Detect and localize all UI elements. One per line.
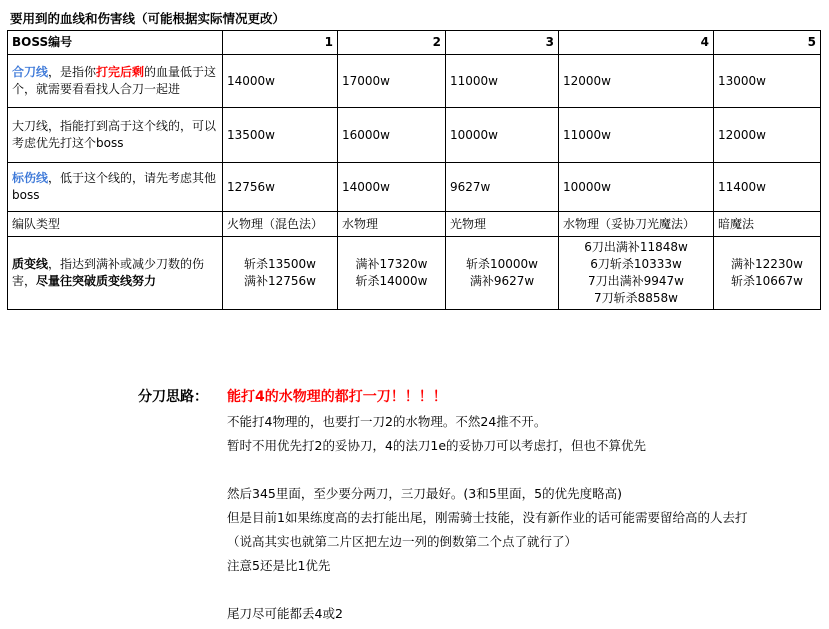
quality-value-cell[interactable]: [714, 237, 821, 310]
quality-line-term: 质变线: [12, 257, 49, 271]
mark-line-term: 标伤线: [12, 171, 49, 185]
he-line-desc-a: ，是指你: [48, 65, 97, 79]
value-cell[interactable]: 13500w: [223, 108, 338, 163]
quality-value-cell[interactable]: [446, 237, 559, 310]
value-cell[interactable]: 11000w: [446, 55, 559, 108]
big-line-row: [8, 108, 821, 163]
value-cell[interactable]: 11400w: [714, 163, 821, 212]
sheet-title: 要用到的血线和伤害线（可能根据实际情况更改）: [10, 11, 286, 26]
team-type-cell[interactable]: 火物理（混色法）: [223, 212, 338, 237]
team-type-cell[interactable]: 水物理（妥协刀光魔法）: [559, 212, 714, 237]
he-line-term: 合刀线: [12, 65, 49, 79]
value-cell[interactable]: 9627w: [446, 163, 559, 212]
value-cell[interactable]: 12756w: [223, 163, 338, 212]
team-type-cell[interactable]: 水物理: [338, 212, 446, 237]
quality-value: 满补12230w: [731, 257, 803, 271]
he-line-row: [8, 55, 821, 108]
mark-line-label-cell[interactable]: [8, 163, 223, 212]
strategy-headline: 能打4的水物理的都打一刀！！！！: [227, 389, 447, 405]
value-cell[interactable]: 12000w: [714, 108, 821, 163]
boss-number-cell[interactable]: 5: [714, 31, 821, 55]
quality-line-desc: ，指达到满补或减少刀数的伤害，: [12, 257, 205, 288]
strategy-line: 暂时不用优先打2的妥协刀，4的法刀1e的妥协刀可以考虑打，但也不算优先: [227, 438, 647, 453]
team-type-row: [8, 212, 821, 237]
quality-value: 满补9627w: [469, 274, 535, 288]
strategy-line: 尾刀尽可能都丢4或2: [227, 606, 343, 621]
quality-value-cell[interactable]: [338, 237, 446, 310]
quality-line-row: [8, 237, 821, 310]
team-type-cell[interactable]: 暗魔法: [714, 212, 821, 237]
he-line-desc-b: 的血量低于这个，就需要看看找人合刀一起进: [12, 65, 217, 96]
quality-value: 斩杀14000w: [355, 274, 428, 288]
value-cell[interactable]: 11000w: [559, 108, 714, 163]
value-cell[interactable]: 12000w: [559, 55, 714, 108]
quality-value: 6刀斩杀10333w: [590, 257, 682, 271]
value-cell[interactable]: 14000w: [338, 163, 446, 212]
big-line-label-cell[interactable]: 大刀线，指能打到高于这个线的，可以考虑优先打这个boss: [8, 108, 223, 163]
value-cell[interactable]: 16000w: [338, 108, 446, 163]
quality-value-cell[interactable]: [559, 237, 714, 310]
boss-number-cell[interactable]: 3: [446, 31, 559, 55]
he-line-emphasis: 打完后剩: [96, 65, 145, 79]
value-cell[interactable]: 14000w: [223, 55, 338, 108]
value-cell[interactable]: 13000w: [714, 55, 821, 108]
team-type-label-cell[interactable]: 编队类型: [8, 212, 223, 237]
team-type-cell[interactable]: 光物理: [446, 212, 559, 237]
boss-number-cell[interactable]: 2: [338, 31, 446, 55]
strategy-line: 注意5还是比1优先: [227, 558, 331, 573]
value-cell[interactable]: 17000w: [338, 55, 446, 108]
strategy-line: （说高其实也就第二片区把左边一列的倒数第二个点了就行了）: [227, 534, 578, 549]
boss-number-cell[interactable]: 1: [223, 31, 338, 55]
boss-line-table: [7, 30, 821, 310]
header-label-cell[interactable]: BOSS编号: [8, 31, 223, 55]
quality-value-cell[interactable]: [223, 237, 338, 310]
value-cell[interactable]: 10000w: [559, 163, 714, 212]
quality-line-advice: 尽量往突破质变线努力: [36, 274, 157, 288]
quality-value: 满补17320w: [355, 257, 428, 271]
quality-value: 7刀出满补9947w: [588, 274, 684, 288]
mark-line-row: [8, 163, 821, 212]
he-line-label-cell[interactable]: [8, 55, 223, 108]
quality-value: 满补12756w: [244, 274, 316, 288]
header-row: [8, 31, 821, 55]
quality-value: 斩杀10667w: [731, 274, 803, 288]
quality-value: 斩杀13500w: [244, 257, 316, 271]
quality-value: 7刀斩杀8858w: [594, 291, 678, 305]
strategy-line: 不能打4物理的，也要打一刀2的水物理。不然24推不开。: [227, 414, 547, 429]
strategy-line: 然后345里面，至少要分两刀，三刀最好。(3和5里面，5的优先度略高): [227, 486, 622, 501]
strategy-label: 分刀思路：: [138, 389, 208, 405]
mark-line-desc: ，低于这个线的，请先考虑其他boss: [12, 171, 217, 202]
quality-value: 6刀出满补11848w: [584, 240, 688, 254]
value-cell[interactable]: 10000w: [446, 108, 559, 163]
strategy-line: 但是目前1如果练度高的去打能出尾，刚需骑士技能，没有新作业的话可能需要留给高的人去打: [227, 510, 748, 525]
quality-value: 斩杀10000w: [466, 257, 538, 271]
quality-line-label-cell[interactable]: [8, 237, 223, 310]
boss-number-cell[interactable]: 4: [559, 31, 714, 55]
